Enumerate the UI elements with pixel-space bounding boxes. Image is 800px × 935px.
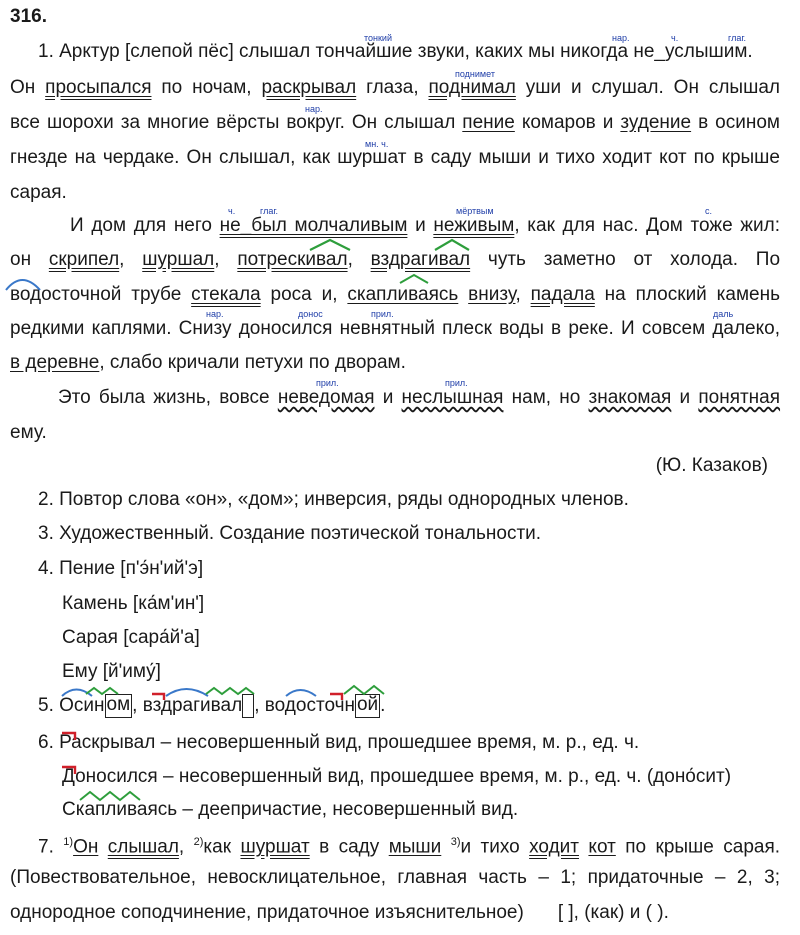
text-line: в деревне, слабо кричали петухи по дворам. xyxy=(10,352,406,373)
attribute: неведомая xyxy=(277,387,375,408)
annotation: глаг. xyxy=(728,33,747,43)
annotation: нар. xyxy=(305,104,323,114)
adverbial: скапливаясь xyxy=(347,284,459,305)
answer-item: 5. Осин ом , вздрагивал , водосточн ой . xyxy=(38,694,386,717)
annotation: прил. xyxy=(445,378,468,388)
answer-item: (Повествовательное, невосклицательное, главная часть – 1; придаточные – 2, 3; xyxy=(10,867,780,888)
text-line: ему. xyxy=(10,422,47,443)
exercise-number: 316. xyxy=(10,6,47,27)
subject: Он xyxy=(73,836,99,858)
attribute: неслышная xyxy=(401,387,504,408)
annotation: нар. xyxy=(612,33,630,43)
annotation: прил. xyxy=(371,309,394,319)
root-mark xyxy=(344,686,384,694)
predicate: шуршал xyxy=(142,249,215,270)
predicate: поднимал xyxy=(428,77,516,98)
subject: зудение xyxy=(620,112,692,133)
subject: мыши xyxy=(388,836,442,858)
annotation: тонкий xyxy=(364,33,392,43)
text-line: водосточной трубе стекала роса и, скапливаясь внизу, падала на плоский камень xyxy=(10,284,780,305)
answer-item: 3. Художественный. Создание поэтической тональности. xyxy=(38,523,542,544)
annotation: ч. xyxy=(228,206,236,216)
text-line: Он просыпался по ночам, раскрывал глаза, поднимал уши и слушал. Он слышал xyxy=(10,77,780,98)
ending-box: ой xyxy=(355,694,380,718)
adverbial: в деревне xyxy=(10,352,100,373)
answer-item: 6. Раскрывал – несовершенный вид, прошедшее время, м. р., ед. ч. xyxy=(38,732,640,753)
text-line: Это была жизнь, вовсе неведомая и неслышная нам, но знакомая и понятная xyxy=(58,387,781,408)
predicate: вздрагивал xyxy=(370,249,471,270)
adverbial: внизу xyxy=(468,284,516,305)
predicate: стекала xyxy=(191,284,261,305)
ending-box: ом xyxy=(105,694,133,718)
text-line: И дом для него не_был молчаливым и неживым, как для нас. Дом тоже жил: xyxy=(70,215,781,236)
text-line: он скрипел, шуршал, потрескивал, вздрагивал чуть заметно от холода. По xyxy=(10,249,781,270)
text-line: редкими каплями. Снизу доносился невнятный плеск воды в реке. И совсем далеко, xyxy=(10,318,780,339)
annotation: даль xyxy=(713,309,734,319)
predicate: неживым xyxy=(433,215,515,236)
predicate: раскрывал xyxy=(261,77,357,98)
morpheme-word: водосточн xyxy=(264,695,355,717)
predicate: не_был молчаливым xyxy=(219,215,408,236)
attribute: понятная xyxy=(698,387,781,408)
annotation: глаг. xyxy=(260,206,279,216)
subject: кот xyxy=(588,836,616,858)
subject: пение xyxy=(462,112,515,133)
predicate: слышал xyxy=(107,836,179,858)
answer-item: 4. Пение [п'э́н'ий'э] xyxy=(38,558,204,579)
ending-box xyxy=(242,694,254,718)
answer-item: 7. $^{1)}$Он слышал, $^{2)}$как шуршат в саду мыши $^{3)}$и тихо ходит кот по крыше сарая. xyxy=(38,836,781,858)
annotation: мн. ч. xyxy=(365,139,389,149)
annotation: нар. xyxy=(206,309,224,319)
predicate: просыпался xyxy=(45,77,152,98)
answer-item: Ему [й'иму́] xyxy=(62,661,161,682)
annotation: донос xyxy=(298,309,323,319)
answer-item: Сарая [сара́й'а] xyxy=(62,627,200,648)
text-line: 1. Арктур [слепой пёс] слышал тончайшие звуки, каких мы никогда не_услышим. xyxy=(38,41,753,62)
annotation: прил. xyxy=(316,378,339,388)
answer-item: 2. Повтор слова «он», «дом»; инверсия, ряды однородных членов. xyxy=(38,489,629,510)
predicate: скрипел xyxy=(48,249,120,270)
attribute: знакомая xyxy=(588,387,672,408)
annotation: ч. xyxy=(671,33,679,43)
morpheme-word: Осин xyxy=(59,695,105,717)
answer-item: Камень [ка́м'ин'] xyxy=(62,593,205,614)
annotation: с. xyxy=(705,206,713,216)
text-line: сарая. xyxy=(10,182,67,203)
root-mark xyxy=(400,275,428,283)
morpheme-word: вздрагивал xyxy=(142,695,243,717)
predicate: падала xyxy=(530,284,595,305)
annotation: мёртвым xyxy=(456,206,494,216)
answer-item: Доносился – несовершенный вид, прошедшее время, м. р., ед. ч. (доно́сит) xyxy=(62,766,732,787)
author-credit: (Ю. Казаков) xyxy=(655,455,768,476)
annotation: поднимет xyxy=(455,69,495,79)
answer-item: Скапливаясь – деепричастие, несовершенный вид. xyxy=(62,799,519,820)
answer-item: однородное соподчинение, придаточное изъяснительное) [ ], (как) и ( ). xyxy=(10,902,669,923)
text-line: гнезде на чердаке. Он слышал, как шуршат в саду мыши и тихо ходит кот по крыше xyxy=(10,147,780,168)
text-line: все шорохи за многие вёрсты вокруг. Он слышал пение комаров и зудение в осином xyxy=(10,112,780,133)
predicate: ходит xyxy=(529,836,579,858)
predicate: шуршат xyxy=(240,836,310,858)
predicate: потрескивал xyxy=(237,249,348,270)
